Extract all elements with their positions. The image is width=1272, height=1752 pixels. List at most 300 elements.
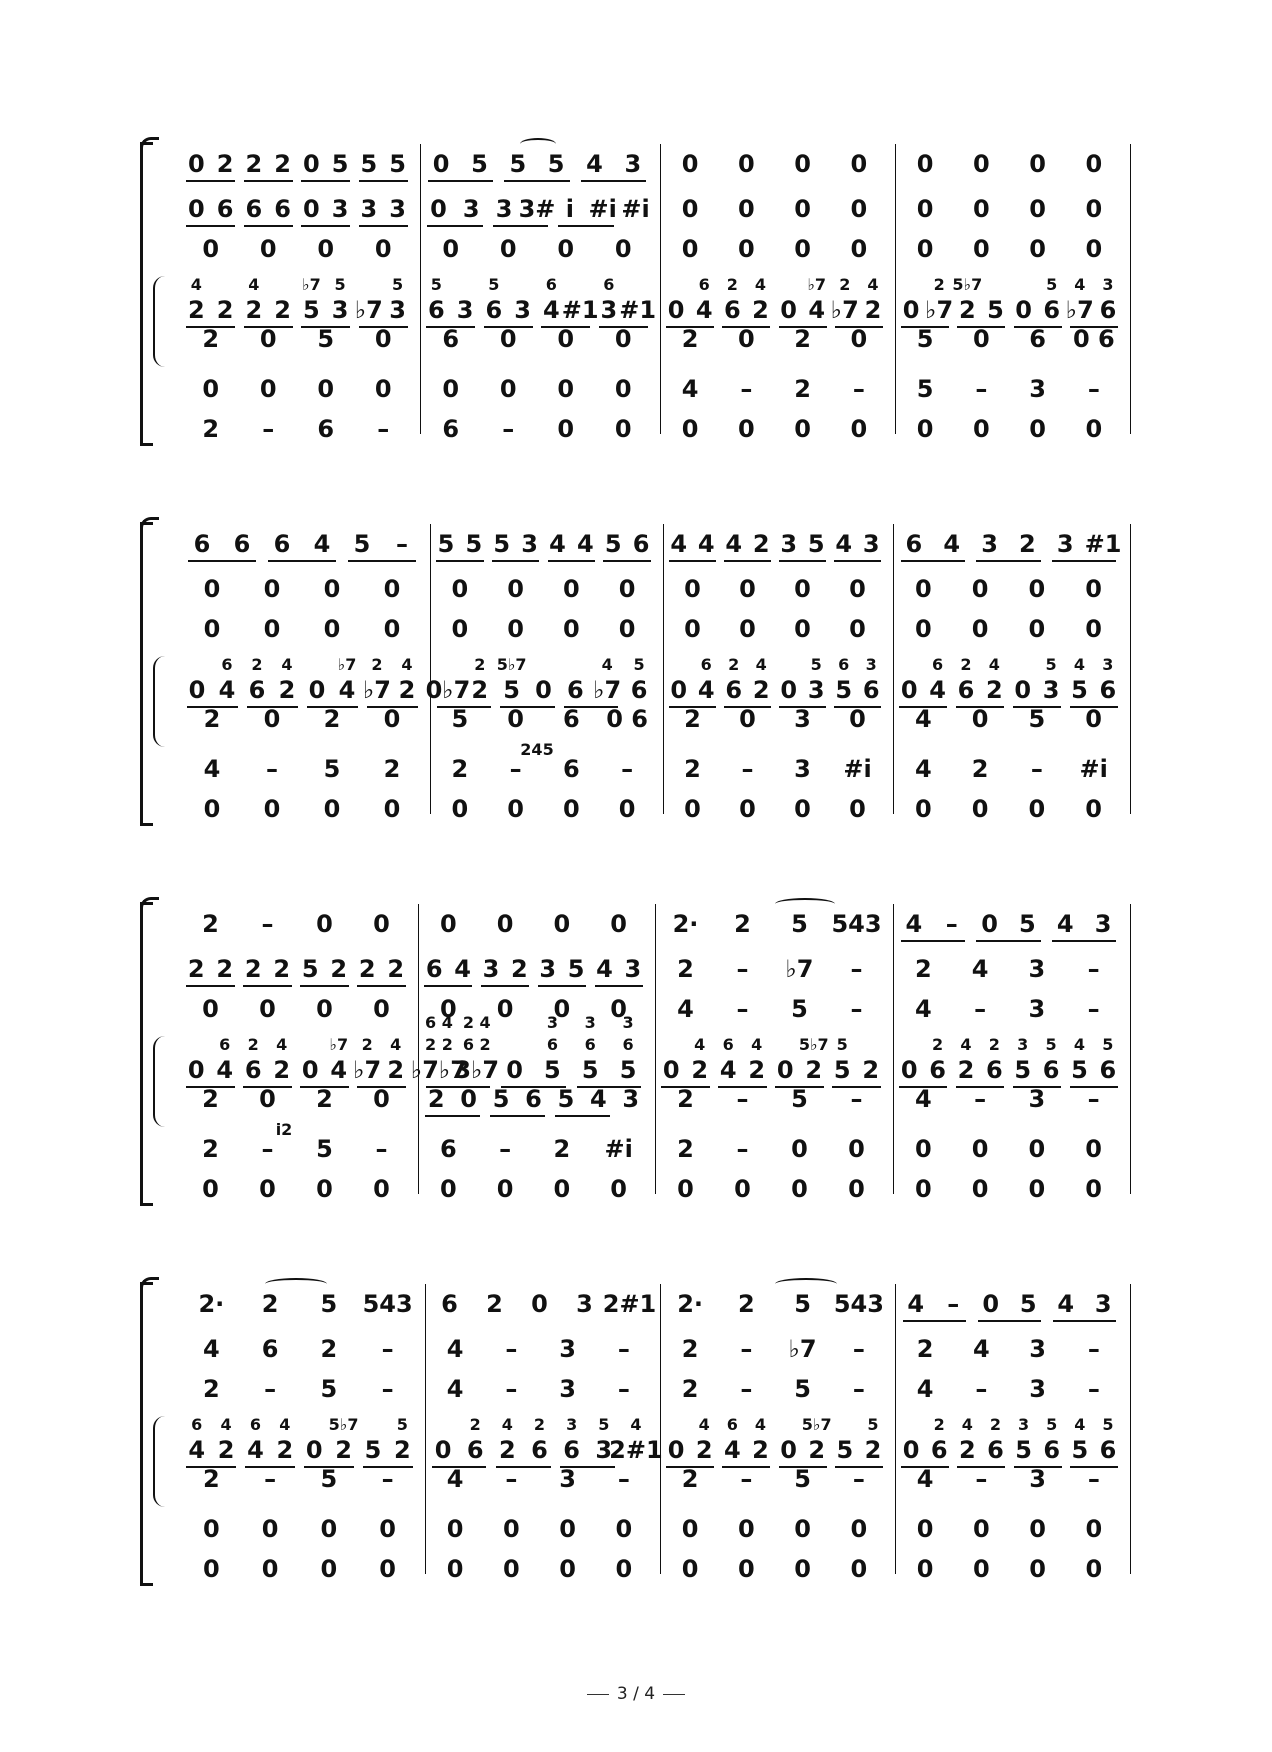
chord-upper-note: 5 — [1046, 1415, 1058, 1434]
note: 0 — [618, 575, 636, 603]
note: 2 — [330, 955, 348, 983]
beam-underline — [976, 940, 1040, 942]
note: 5 — [1014, 1056, 1032, 1084]
chord-upper-note: 4 — [1073, 655, 1086, 674]
grace-notes: 245 — [520, 740, 554, 759]
note: 0 — [379, 1555, 396, 1583]
beam-underline — [301, 225, 350, 227]
note: 0 — [662, 1056, 680, 1084]
note: 0 — [677, 1175, 694, 1203]
note: 4 — [725, 530, 743, 558]
beam-underline — [359, 225, 408, 227]
note: 2 — [748, 1056, 766, 1084]
note: – — [852, 375, 865, 403]
note: 0 — [915, 615, 932, 643]
note: 4 — [719, 1056, 737, 1084]
chord-upper-note: 4 — [281, 655, 293, 674]
chord-upper-note: 2 — [839, 275, 851, 294]
note: 5 — [794, 1375, 811, 1403]
note: 0 — [1029, 415, 1046, 443]
note: 4 — [681, 375, 699, 403]
note: 6 — [273, 530, 291, 558]
chord-upper-note: 3 — [566, 1415, 578, 1434]
note: 5 — [353, 530, 371, 558]
chord-upper-note: 3 — [1017, 1415, 1030, 1434]
note: 0 — [916, 1555, 934, 1583]
note: – — [974, 995, 987, 1023]
chord-upper-note: 6 — [838, 655, 850, 674]
chord-upper-note: 4 — [390, 1035, 402, 1054]
note: 6 — [1099, 296, 1117, 324]
chord-upper-note: ♭7 — [807, 275, 827, 294]
note: 2 — [274, 150, 291, 178]
note: 0 — [610, 1175, 627, 1203]
staff-row — [0, 1555, 1272, 1595]
beam-underline — [428, 180, 493, 182]
note: 2 — [187, 955, 205, 983]
grace-notes: i2 — [275, 1120, 293, 1139]
note: 4 — [1057, 1290, 1075, 1318]
note: 0 — [1028, 1135, 1046, 1163]
note: 0 — [559, 1555, 576, 1583]
note: 0 — [316, 910, 333, 938]
staff-row — [0, 530, 1272, 570]
note: – — [1087, 1085, 1100, 1113]
beam-underline — [348, 560, 416, 562]
note: – — [947, 1290, 960, 1318]
note: 3 — [559, 1465, 576, 1493]
note: 5 — [791, 995, 808, 1023]
note: 6 — [274, 195, 291, 223]
note: 2 — [864, 296, 882, 324]
note: 5 — [492, 1085, 510, 1113]
staff-row — [0, 705, 1272, 745]
note: 543 — [362, 1290, 413, 1318]
note: 3 — [862, 530, 880, 558]
note: 2 — [451, 755, 469, 783]
note: 3 — [456, 296, 474, 324]
note: 0 — [507, 795, 524, 823]
note: #i — [1079, 755, 1108, 783]
chord-upper-note: 3 — [584, 1013, 596, 1032]
beam-underline — [603, 560, 650, 562]
note: – — [396, 530, 408, 558]
note: 5 — [833, 1056, 851, 1084]
note: 4 — [697, 530, 715, 558]
note: 0 — [1085, 705, 1102, 733]
note: 3# — [518, 195, 556, 223]
note: 0 — [614, 325, 632, 353]
note: 4 — [589, 1085, 607, 1113]
note: 0 — [303, 150, 320, 178]
note: 2 — [203, 1465, 220, 1493]
note: 0 — [496, 910, 514, 938]
note: 4 — [929, 676, 946, 704]
note: 0 — [971, 615, 989, 643]
chord-upper-note: 4 — [988, 655, 1000, 674]
note: 2 — [695, 1436, 713, 1464]
note: 6 — [985, 1056, 1003, 1084]
note: 3 — [624, 150, 642, 178]
note: 4 — [543, 296, 560, 324]
note: 6 — [632, 530, 650, 558]
note: 3 — [389, 195, 406, 223]
note: 2 — [202, 1085, 219, 1113]
note: 0 — [188, 195, 205, 223]
note: 0 — [615, 1555, 633, 1583]
note: 2 — [202, 910, 219, 938]
chord-upper-note: 4 — [220, 1415, 232, 1434]
note: 2 — [387, 955, 405, 983]
beam-underline — [548, 560, 595, 562]
slur — [265, 1278, 327, 1290]
chord-upper-note: 6 — [249, 1415, 262, 1434]
note: 0 — [667, 1436, 685, 1464]
note: 0 — [791, 1175, 808, 1203]
note: 6 — [1042, 1056, 1060, 1084]
note: 2 — [752, 1436, 769, 1464]
note: 5 — [567, 955, 585, 983]
note: 0 — [451, 575, 469, 603]
chord-upper-note: 5 — [392, 275, 404, 294]
note: 0 — [739, 575, 756, 603]
staff-row — [0, 795, 1272, 835]
note: 0 — [900, 1056, 918, 1084]
note: 0 — [681, 1515, 699, 1543]
staff-row — [0, 615, 1272, 655]
note: 0 — [1029, 1515, 1046, 1543]
note: 6 — [563, 755, 580, 783]
note: 0 — [971, 795, 989, 823]
note: 0 — [1085, 150, 1103, 178]
note: 2· — [198, 1290, 225, 1318]
chord-upper-note: 2 — [371, 655, 383, 674]
staff-row — [0, 955, 1272, 995]
staff-row — [0, 740, 1272, 795]
note: – — [1087, 995, 1100, 1023]
note: 0 — [849, 575, 866, 603]
note: 3 — [1028, 1085, 1046, 1113]
staff-row — [0, 375, 1272, 415]
beam-underline — [581, 180, 646, 182]
chord-upper-note: 5♭7 — [801, 1415, 832, 1434]
note: 0 — [738, 415, 755, 443]
chord-upper-note: 6 — [622, 1035, 634, 1054]
note: 4 — [576, 530, 594, 558]
note: 0 — [507, 615, 524, 643]
note: 5 — [451, 705, 469, 733]
note: 0 — [308, 676, 326, 704]
note: 0 — [323, 795, 341, 823]
note: 5 — [465, 530, 483, 558]
note: 4 — [596, 955, 613, 983]
chord-upper-note: 4 — [630, 1415, 642, 1434]
chord-upper-note: 3 — [1102, 655, 1114, 674]
note: 0 — [563, 795, 580, 823]
note: 5 — [1028, 705, 1046, 733]
beam-underline — [186, 225, 235, 227]
chord-upper-note: 2 — [728, 655, 740, 674]
note: 0 — [316, 995, 333, 1023]
note: 0 — [303, 195, 320, 223]
beam-underline — [186, 985, 234, 987]
note: 3 — [1029, 1375, 1046, 1403]
beam-underline — [901, 940, 965, 942]
staff-row — [0, 655, 1272, 704]
note: 6 — [1099, 676, 1117, 704]
note: 0 — [259, 1085, 276, 1113]
footer-rule-right — [663, 1694, 685, 1695]
note: 6 — [862, 676, 880, 704]
note: 0 — [1085, 1135, 1102, 1163]
note: 2 — [957, 1056, 975, 1084]
beam-underline — [976, 560, 1040, 562]
note: 0 — [1085, 415, 1103, 443]
note: 2 — [681, 1465, 699, 1493]
note: 0 — [681, 195, 699, 223]
note: 0 — [739, 705, 756, 733]
note: 0 — [203, 795, 221, 823]
note: 2 — [217, 1436, 235, 1464]
note: 0 — [373, 995, 390, 1023]
beam-underline — [427, 225, 483, 227]
staff-row — [0, 275, 1272, 324]
note: #1 — [619, 296, 657, 324]
note: 6 — [525, 1085, 542, 1113]
note: – — [509, 755, 522, 783]
note: 0 — [684, 615, 701, 643]
note: 6 — [193, 530, 211, 558]
note: 0 — [379, 1515, 396, 1543]
staff-row — [0, 195, 1272, 235]
note: – — [1087, 1375, 1100, 1403]
note: 0 — [794, 1515, 811, 1543]
note: 0 — [681, 235, 699, 263]
note: 5 — [807, 530, 825, 558]
note: 5 — [791, 1085, 808, 1113]
chord-upper-note: 6 — [545, 275, 557, 294]
note: 0 — [915, 795, 932, 823]
note: 3 — [1042, 676, 1060, 704]
chord-upper-note: 5 — [633, 655, 645, 674]
note: 0 — [1085, 235, 1103, 263]
note: 0 — [1014, 676, 1032, 704]
note: 5 — [316, 1135, 333, 1163]
staff-row — [0, 910, 1272, 950]
note: 3 — [521, 530, 538, 558]
note: 6 — [216, 195, 234, 223]
note: 4 — [330, 1056, 348, 1084]
chord-upper-note: 2 4 — [462, 1013, 491, 1032]
note: 2 — [808, 1436, 826, 1464]
beam-underline — [301, 180, 350, 182]
note: 0 — [848, 1135, 865, 1163]
note: 0 — [739, 615, 756, 643]
beam-underline — [300, 985, 348, 987]
staff-row — [0, 1375, 1272, 1415]
note: 6 — [442, 325, 460, 353]
note: 2 — [915, 955, 932, 983]
note: 0 — [1029, 150, 1046, 178]
beam-underline — [504, 180, 569, 182]
note: 5 — [1015, 1436, 1032, 1464]
note: 3 — [595, 1436, 613, 1464]
beam-underline — [834, 560, 881, 562]
note: 4 — [677, 995, 694, 1023]
beam-underline — [424, 985, 472, 987]
note: 2 — [202, 1135, 219, 1163]
staff-row — [0, 1175, 1272, 1215]
note: – — [1087, 375, 1100, 403]
note: 0 — [1028, 575, 1046, 603]
note: – — [264, 1375, 277, 1403]
note: 5 — [323, 755, 341, 783]
note: 0 — [1029, 1555, 1046, 1583]
beam-underline — [903, 1320, 967, 1322]
note: 2 — [794, 375, 811, 403]
note: 0 — [971, 1175, 989, 1203]
note: 0 — [263, 795, 281, 823]
note: 4 — [203, 755, 221, 783]
chord-upper-note: ♭7 — [337, 655, 357, 674]
slur — [520, 138, 556, 150]
chord-upper-note: 5 — [1102, 1415, 1114, 1434]
note: 4 — [586, 150, 603, 178]
note: 4 — [943, 530, 961, 558]
note: 0 — [259, 995, 276, 1023]
note: 6 — [248, 676, 266, 704]
note: 0 — [259, 325, 277, 353]
note: 2 — [245, 150, 263, 178]
note: 0 — [316, 1175, 333, 1203]
note: 6 — [425, 955, 443, 983]
note: 2 — [358, 955, 376, 983]
note: 4 — [916, 1465, 934, 1493]
note: – — [741, 755, 754, 783]
note: 0 — [916, 235, 934, 263]
note: 3 — [1029, 1335, 1046, 1363]
note: 6 — [1099, 1056, 1117, 1084]
note: – — [502, 415, 515, 443]
note: – — [1030, 755, 1043, 783]
chord-upper-note: 2 — [361, 1035, 373, 1054]
note: 0 — [850, 150, 868, 178]
note: 0 — [553, 910, 571, 938]
note: 0 — [203, 575, 221, 603]
chord-upper-note: 6 — [698, 275, 710, 294]
note: 0 — [1029, 235, 1046, 263]
note: 0 — [440, 1175, 457, 1203]
note: 2 — [335, 1436, 352, 1464]
note: 0 — [557, 415, 575, 443]
note: 3 — [559, 1335, 576, 1363]
note: #i — [621, 195, 650, 223]
note: 0 — [305, 1436, 323, 1464]
note: 3 — [331, 296, 349, 324]
note: 5 — [331, 150, 349, 178]
note: 2 — [677, 1135, 694, 1163]
note: ♭7 — [785, 955, 814, 983]
beam-underline — [558, 225, 614, 227]
note: 0 — [434, 1436, 452, 1464]
note: 2 — [752, 676, 770, 704]
note: 0 — [503, 1555, 520, 1583]
note: 0 — [794, 1555, 811, 1583]
note: #i — [588, 195, 617, 223]
note: 0 — [614, 415, 632, 443]
note: 5 — [794, 1465, 811, 1493]
note: 2#1 — [602, 1290, 657, 1318]
beam-underline — [186, 180, 235, 182]
note: 5 — [389, 150, 406, 178]
chord-upper-note: 6 — [722, 1035, 734, 1054]
note: 5 — [320, 1290, 338, 1318]
note: 0 — [301, 1056, 319, 1084]
note: ♭7 — [830, 296, 859, 324]
note: 2 — [752, 530, 770, 558]
note: – — [262, 415, 275, 443]
chord-upper-note: 3 — [546, 1013, 558, 1032]
note: – — [505, 1335, 518, 1363]
note: 0 — [563, 615, 580, 643]
note: 4 — [907, 1290, 925, 1318]
note: 0 — [971, 575, 989, 603]
note: 0 — [610, 910, 627, 938]
note: 0 — [188, 676, 206, 704]
beam-underline — [490, 1115, 545, 1117]
note: 5 — [303, 296, 320, 324]
note: 5 — [1019, 910, 1036, 938]
note: 0 — [496, 1175, 514, 1203]
note: 5 — [493, 530, 511, 558]
staff-row — [0, 150, 1272, 190]
note: 0 — [259, 375, 277, 403]
beam-underline — [493, 225, 549, 227]
chord-upper-note: 6 — [191, 1415, 203, 1434]
note: 0 — [794, 150, 811, 178]
note: 2 — [398, 676, 416, 704]
note: 0 — [916, 195, 934, 223]
note: 5 — [581, 1056, 599, 1084]
note: 0 — [263, 705, 281, 733]
note: 6 — [630, 676, 648, 704]
note: 0 — [187, 1056, 205, 1084]
note: 0 — [618, 795, 636, 823]
note: 0 — [442, 375, 460, 403]
note: 0 — [320, 1515, 338, 1543]
staff-row — [0, 1120, 1272, 1175]
note: 3 — [1029, 1465, 1046, 1493]
note: 0 — [738, 150, 755, 178]
note: 0 — [738, 235, 755, 263]
note: 4 — [971, 955, 989, 983]
note: 6 — [485, 296, 503, 324]
note: 2 — [203, 705, 221, 733]
note: 3 — [981, 530, 998, 558]
chord-upper-note: 5 — [1102, 1035, 1114, 1054]
note: 0 — [451, 795, 469, 823]
note: – — [261, 910, 274, 938]
chord-upper-note: 5 — [488, 275, 500, 294]
note: 0 — [430, 195, 447, 223]
beam-underline — [1053, 1320, 1117, 1322]
note: 3 — [1029, 375, 1046, 403]
note: 0 — [916, 1515, 934, 1543]
note: 0 — [188, 150, 205, 178]
note: 4 — [446, 1375, 464, 1403]
note: 3 — [462, 195, 480, 223]
note: 4 — [905, 910, 923, 938]
